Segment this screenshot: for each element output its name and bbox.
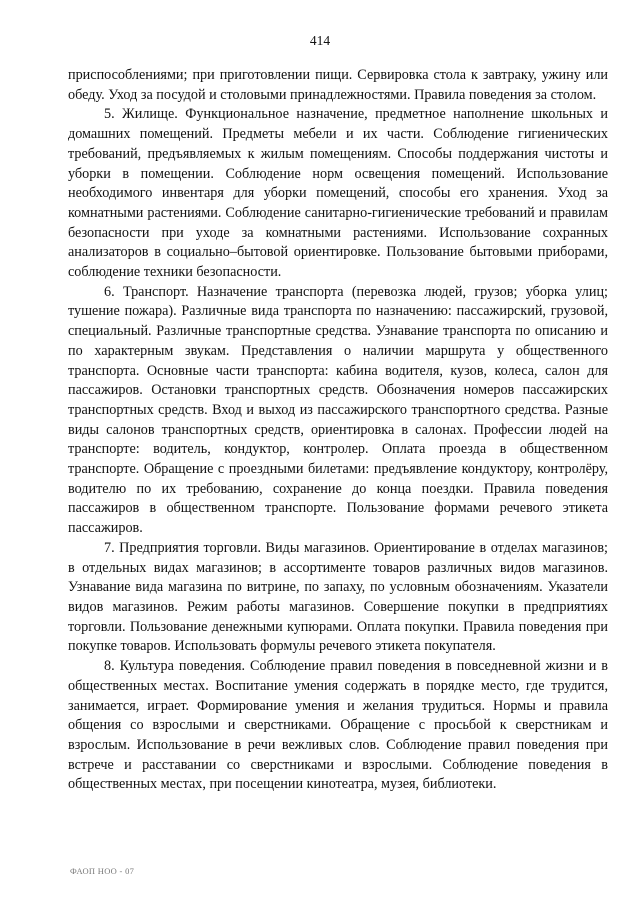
- paragraph-housing: 5. Жилище. Функциональное назначение, предметное наполнение школьных и домашних помещений. Предметы мебели и их части. Соблюдение гигиенических требований, предъявляемых к жилым помещениям. Способы поддержания чистоты и уборки в помещении. Соблюдение норм освещения помещений. Использование необходимого инвентаря для уборки помещений, способы его хранения. Уход за комнатными растениями. Соблюдение санитарно-гигиенические требований и правилам безопасности при уходе за комнатными растениями. Использование сохранных анализаторов в социально–бытовой ориентировке. Пользование бытовыми приборами, соблюдение техники безопасности.: [68, 106, 608, 281]
- page-number: 414: [309, 33, 331, 48]
- paragraph-trade: 7. Предприятия торговли. Виды магазинов. Ориентирование в отделах магазинов; в отдельных видах магазинов; в ассортименте товаров различных видов магазинов. Узнавание вида магазина по витрине, по запаху, по условным обозначениям. Указатели видов магазинов. Режим работы магазинов. Совершение покупки в предприятиях торговли. Пользование денежными купюрами. Оплата покупки. Правила поведения при покупке товаров. Использовать формулы речевого этикета покупателя.: [68, 539, 608, 655]
- footer-document-code: ФАОП НОО - 07: [70, 866, 135, 876]
- document-body: [68, 66, 608, 795]
- paragraph-behavior: 8. Культура поведения. Соблюдение правил поведения в повседневной жизни и в общественных местах. Воспитание умения содержать в порядке место, где трудится, занимается, играет. Формирование умения и желания трудиться. Нормы и правила общения со взрослыми и сверстниками. Обращение с просьбой к сверстникам и взрослым. Использование в речи вежливых слов. Соблюдение правил поведения при встрече и расставании со сверстниками и взрослыми. Соблюдение поведения в общественных местах, при посещении кинотеатра, музея, библиотеки.: [68, 658, 608, 793]
- paragraph-transport: 6. Транспорт. Назначение транспорта (перевозка людей, грузов; уборка улиц; тушение пожара). Различные вида транспорта по назначению: пассажирский, грузовой, специальный. Различные транспортные средства. Узнавание транспорта по описанию и по характерным звукам. Представления о наличии маршрута у общественного транспорта. Основные части транспорта: кабина водителя, кузов, колеса, салон для пассажиров. Остановки транспортных средств. Обозначения номеров пассажирских транспортных средств. Вход и выход из пассажирского транспортного средства. Разные виды салонов транспортных средств, ориентировка в салонах. Профессии людей на транспорте: водитель, кондуктор, контролер. Оплата проезда в общественном транспорте. Обращение с проездными билетами: предъявление кондуктору, контролёру, водителю по их требованию, сохранение до конца поездки. Правила поведения пассажиров в общественном транспорте. Пользование формами речевого этикета пассажиров.: [68, 283, 608, 537]
- paragraph-continuation: приспособлениями; при приготовлении пищи. Сервировка стола к завтраку, ужину или обеду. Уход за посудой и столовыми принадлежностями. Правила поведения за столом.: [68, 67, 608, 103]
